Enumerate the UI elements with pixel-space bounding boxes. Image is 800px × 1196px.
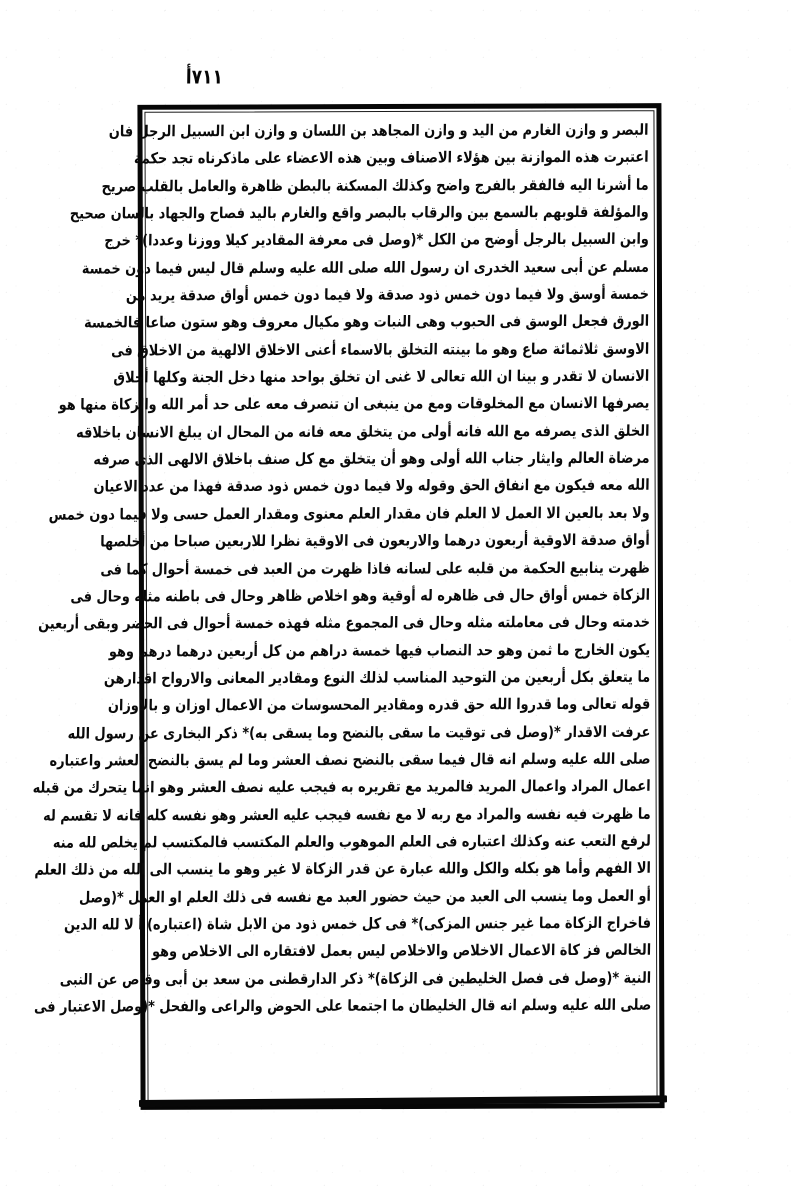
folio-number: ٧١١أ [185, 65, 224, 90]
text-line-content: اعمال المراد واعمال المريد فالمريد مع تقريره به فيجب عليه نصف العشر وهو انما يتحرك من قبله [32, 778, 651, 798]
text-block-frame [32, 103, 664, 1110]
text-line-content: اعتبرت هذه الموازنة بين هؤلاء الاصناف وبين هذه الاعضاء على ماذكرناه تجد حكمة [133, 149, 649, 169]
text-line-content: خمسة أوسق ولا فيما دون خمس ذود صدقة ولا فيما دون خمس أواق صدقة يريد من [125, 286, 650, 306]
text-line-content: ولا بعد بالعين الا العمل لا العلم فان مقدار العلم معنوى ومقدار العمل حسى ولا فيما دون خمس [48, 504, 650, 525]
text-line-content: خدمته وحال فى معاملته مثله وحال فى المجموع مثله فهذه خمسة أحوال فى الحضر وبقى أربعين [38, 614, 651, 634]
text-line-content: لرفع التعب عنه وكذلك اعتباره فى العلم الموهوب والعلم المكتسب فالمكتسب لم يخلص لله منه [52, 832, 651, 853]
text-line-content: ظهرت ينابيع الحكمة من قلبه على لسانه فاذا ظهرت من العبد فى خمسة أحوال كما فى [100, 559, 651, 579]
text-line [33, 990, 652, 1023]
text-line-content: ما أشرنا اليه فالفقر بالفرج واضح وكذلك المسكنة بالبطن ظاهرة والعامل بالقلب صريح [101, 176, 649, 196]
text-line-content: الخلق الذى يصرفه مع الله فانه أولى من يتخلق معه فانه من المحال ان يبلغ الانسان باخلاقه [75, 422, 650, 442]
text-line-content: ما ظهرت فيه نفسه والمراد مع ربه لا مع نفسه فيجب عليه العشر وهو نفسه كله فانه لا تقسم له [42, 805, 651, 825]
text-line-content: الورق فجعل الوسق فى الحبوب وهى النبات وهو مكيال معروف وهو ستون صاعا فالخمسة [83, 313, 650, 333]
text-line-content: يكون الخارج ما ثمن وهو حد النصاب فيها خمسة دراهم من كل أربعين درهما درهم وهو [108, 641, 651, 661]
text-line-content: الخالص فز كاة الاعمال الاخلاص والاخلاص ليس بعمل لافتقاره الى الاخلاص وهو [151, 942, 652, 962]
text-line-content: البصر و وازن الغارم من اليد و وازن المجاهد بن اللسان و وازن ابن السبيل الرجل فان [108, 121, 649, 142]
text-line-content: صلى الله عليه وسلم انه قال الخليطان ما اجتمعا على الحوض والراعى والفحل *(وصل الاعتبار فى [33, 996, 652, 1017]
text-line-content: فاخراج الزكاة مما غير جنس المزكى)* فى كل خمس ذود من الابل شاة (اعتباره) أ لا لله الدين [63, 914, 652, 935]
text-line-content: مرضاة العالم وايثار جناب الله أولى وهو أن يتخلق مع كل صنف باخلاق الالهى الذى صرفه [93, 450, 650, 470]
text-line-content: الله معه فيكون مع انفاق الحق وقوله ولا فيما دون خمس ذود صدقة فهذا من عدد الاعيان [93, 477, 650, 497]
text-line-content: عرفت الاقدار *(وصل فى توقيت ما سقى بالنضح وما يسقى به)* ذكر البخارى عن رسول الله [67, 723, 651, 743]
text-line-content: الزكاة خمس أواق حال فى ظاهره له أوقية وهو اخلاص ظاهر وحال فى باطنه مثله وحال فى [70, 586, 651, 607]
text-line-content: والمؤلفة قلوبهم بالسمع بين والرقاب بالبصر واقع والغارم باليد فصاح والجهاد بالسان صحيح [69, 204, 649, 224]
text-line-content: أواق صدقة الاوقية أربعون درهما والاربعون فى الاوقية نظرا للاربعين صباحا من أخلصها [100, 532, 650, 552]
text-line-content: الاوسق ثلاثمائة صاع وهو ما بينته التخلق بالاسماء أعنى الاخلاق الالهية من الاخلاق فى [111, 340, 650, 360]
text-line-content: وابن السبيل بالرجل أوضح من الكل *(وصل فى معرفة المقادير كيلا ووزنا وعددا)* خرج [104, 231, 650, 251]
text-line-content: مسلم عن أبى سعيد الخدرى ان رسول الله صلى الله عليه وسلم قال ليس فيما دون خمسة [81, 258, 650, 278]
text-line-content: صلى الله عليه وسلم انه قال فيما سقى بالنضح نصف العشر وما لم يسق بالنضح العشر واعتباره [49, 750, 651, 771]
text-line-content: ما يتعلق بكل أربعين من التوحيد المناسب لذلك النوع ومقادير المعانى والارواح اقدارهن [103, 668, 651, 688]
text-line-content: أو العمل وما ينسب الى العبد من حيث حضور العبد مع نفسه فى ذلك العلم او العمل *(وصل [78, 887, 652, 907]
text-line-content: النية *(وصل فى فصل الخليطين فى الزكاة)* ذكر الدارقطنى من سعد بن أبى وقاص عن النبى [59, 969, 652, 989]
text-line-content: الا الفهم وأما هو بكله والكل والله عبارة عن قدر الزكاة لا غير وهو ما ينسب الى الله من ذلك العلم [34, 860, 651, 880]
text-line-content: الانسان لا تقدر و بينا ان الله تعالى لا غنى ان تخلق بواحد منها دخل الجنة وكلها أخلاق [113, 368, 650, 388]
text-line-content: يصرفها الانسان مع المخلوقات ومع من ينبغى ان تنصرف معه على حد أمر الله والزكاة منها هو [58, 395, 650, 415]
text-line-content: قوله تعالى وما قدروا الله حق قدره ومقادير المحسوسات من الاعمال اوزان و بالاوزان [107, 696, 651, 716]
text-column [32, 117, 652, 1099]
